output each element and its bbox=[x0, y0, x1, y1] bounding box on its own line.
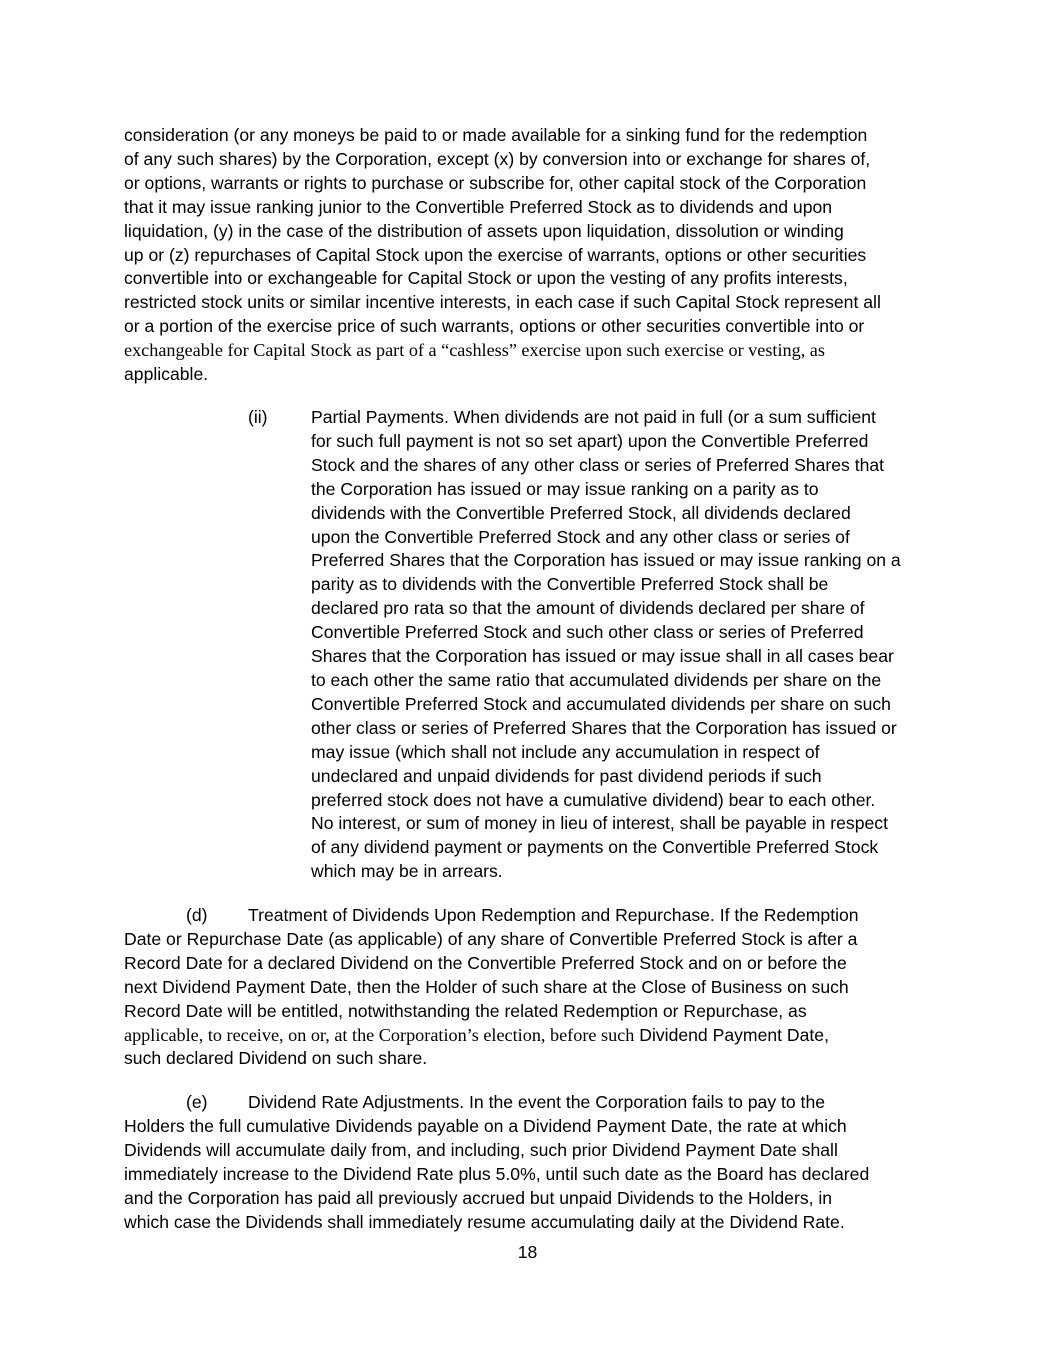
text-line: consideration (or any moneys be paid to or made available for a sinking fund for the redemption bbox=[124, 125, 868, 145]
text-line: Dividends will accumulate daily from, and including, such prior Dividend Payment Date shall bbox=[124, 1139, 838, 1160]
subparagraph-ii-body bbox=[311, 406, 936, 884]
paragraph-label-d: (d) bbox=[186, 905, 208, 925]
text-line: may issue (which shall not include any accumulation in respect of bbox=[311, 741, 820, 762]
paragraph-d bbox=[124, 904, 936, 1071]
text-line: dividends with the Convertible Preferred Stock, all dividends declared bbox=[311, 502, 851, 523]
text-line: convertible into or exchangeable for Capital Stock or upon the vesting of any profits interests, bbox=[124, 268, 848, 289]
text-line: exchangeable for Capital Stock as part of a “cashless” exercise upon such exercise or vesting, as bbox=[124, 340, 825, 361]
text-line: Holders the full cumulative Dividends payable on a Dividend Payment Date, the rate at which bbox=[124, 1115, 847, 1136]
text-line bbox=[124, 904, 936, 928]
text-line: undeclared and unpaid dividends for past dividend periods if such bbox=[311, 765, 822, 786]
text-line: Record Date for a declared Dividend on the Convertible Preferred Stock and on or before the bbox=[124, 952, 847, 973]
paragraph-intro bbox=[124, 124, 936, 387]
text-line: other class or series of Preferred Shares that the Corporation has issued or bbox=[311, 717, 897, 738]
text-line: and the Corporation has paid all previously accrued but unpaid Dividends to the Holders, in bbox=[124, 1187, 833, 1208]
text-line: next Dividend Payment Date, then the Holder of such share at the Close of Business on such bbox=[124, 976, 849, 997]
text-line: or options, warrants or rights to purchase or subscribe for, other capital stock of the Corporation bbox=[124, 172, 867, 193]
text-line: the Corporation has issued or may issue ranking on a parity as to bbox=[311, 478, 819, 499]
text-line: liquidation, (y) in the case of the distribution of assets upon liquidation, dissolution or winding bbox=[124, 220, 844, 241]
subparagraph-label-ii: (ii) bbox=[248, 407, 268, 427]
text-line: Preferred Shares that the Corporation has issued or may issue ranking on a bbox=[311, 550, 901, 571]
text-line: of any such shares) by the Corporation, except (x) by conversion into or exchange for shares of, bbox=[124, 148, 871, 169]
text-line: parity as to dividends with the Convertible Preferred Stock shall be bbox=[311, 574, 829, 595]
text-line: upon the Convertible Preferred Stock and any other class or series of bbox=[311, 526, 850, 547]
text-line bbox=[124, 1024, 936, 1048]
text-line: for such full payment is not so set apart) upon the Convertible Preferred bbox=[311, 430, 869, 451]
text-line: Stock and the shares of any other class or series of Preferred Shares that bbox=[311, 454, 885, 475]
text-line: Convertible Preferred Stock and such other class or series of Preferred bbox=[311, 622, 864, 643]
text-line: up or (z) repurchases of Capital Stock upon the exercise of warrants, options or other securities bbox=[124, 244, 867, 265]
paragraph-e bbox=[124, 1091, 936, 1234]
text-line: immediately increase to the Dividend Rate plus 5.0%, until such date as the Board has declared bbox=[124, 1163, 870, 1184]
text-line: to each other the same ratio that accumulated dividends per share on the bbox=[311, 669, 882, 690]
text-line: declared pro rata so that the amount of dividends declared per share of bbox=[311, 598, 865, 619]
paragraph-label-e: (e) bbox=[186, 1092, 208, 1112]
sans-text: Dividend Payment Date, bbox=[634, 1024, 829, 1045]
text-line bbox=[124, 1091, 936, 1115]
page-number: 18 bbox=[517, 1242, 538, 1262]
text-line: Partial Payments. When dividends are not paid in full (or a sum sufficient bbox=[311, 407, 876, 427]
text-line: Record Date will be entitled, notwithstanding the related Redemption or Repurchase, as bbox=[124, 1000, 807, 1021]
paragraph-d-heading-line: Treatment of Dividends Upon Redemption and Repurchase. If the Redemption bbox=[248, 905, 859, 925]
text-line: preferred stock does not have a cumulative dividend) bear to each other. bbox=[311, 789, 876, 810]
text-line: Shares that the Corporation has issued or may issue shall in all cases bear bbox=[311, 646, 894, 667]
paragraph-e-heading-line: Dividend Rate Adjustments. In the event the Corporation fails to pay to the bbox=[248, 1092, 826, 1112]
text-line: such declared Dividend on such share. bbox=[124, 1048, 428, 1069]
text-line: restricted stock units or similar incentive interests, in each case if such Capital Stock represent all bbox=[124, 292, 881, 313]
text-line: or a portion of the exercise price of such warrants, options or other securities convertible into or bbox=[124, 316, 865, 337]
text-line: Date or Repurchase Date (as applicable) of any share of Convertible Preferred Stock is after a bbox=[124, 928, 858, 949]
serif-text: applicable, to receive, on or, at the Corporation’s election, before such bbox=[124, 1024, 635, 1045]
text-line: Convertible Preferred Stock and accumulated dividends per share on such bbox=[311, 693, 891, 714]
text-line: which may be in arrears. bbox=[311, 861, 503, 882]
text-line: applicable. bbox=[124, 364, 209, 385]
text-line: which case the Dividends shall immediately resume accumulating daily at the Dividend Rate. bbox=[124, 1211, 845, 1232]
text-line: that it may issue ranking junior to the Convertible Preferred Stock as to dividends and upon bbox=[124, 196, 833, 217]
text-line: of any dividend payment or payments on the Convertible Preferred Stock bbox=[311, 837, 879, 858]
text-line: No interest, or sum of money in lieu of interest, shall be payable in respect bbox=[311, 813, 888, 834]
